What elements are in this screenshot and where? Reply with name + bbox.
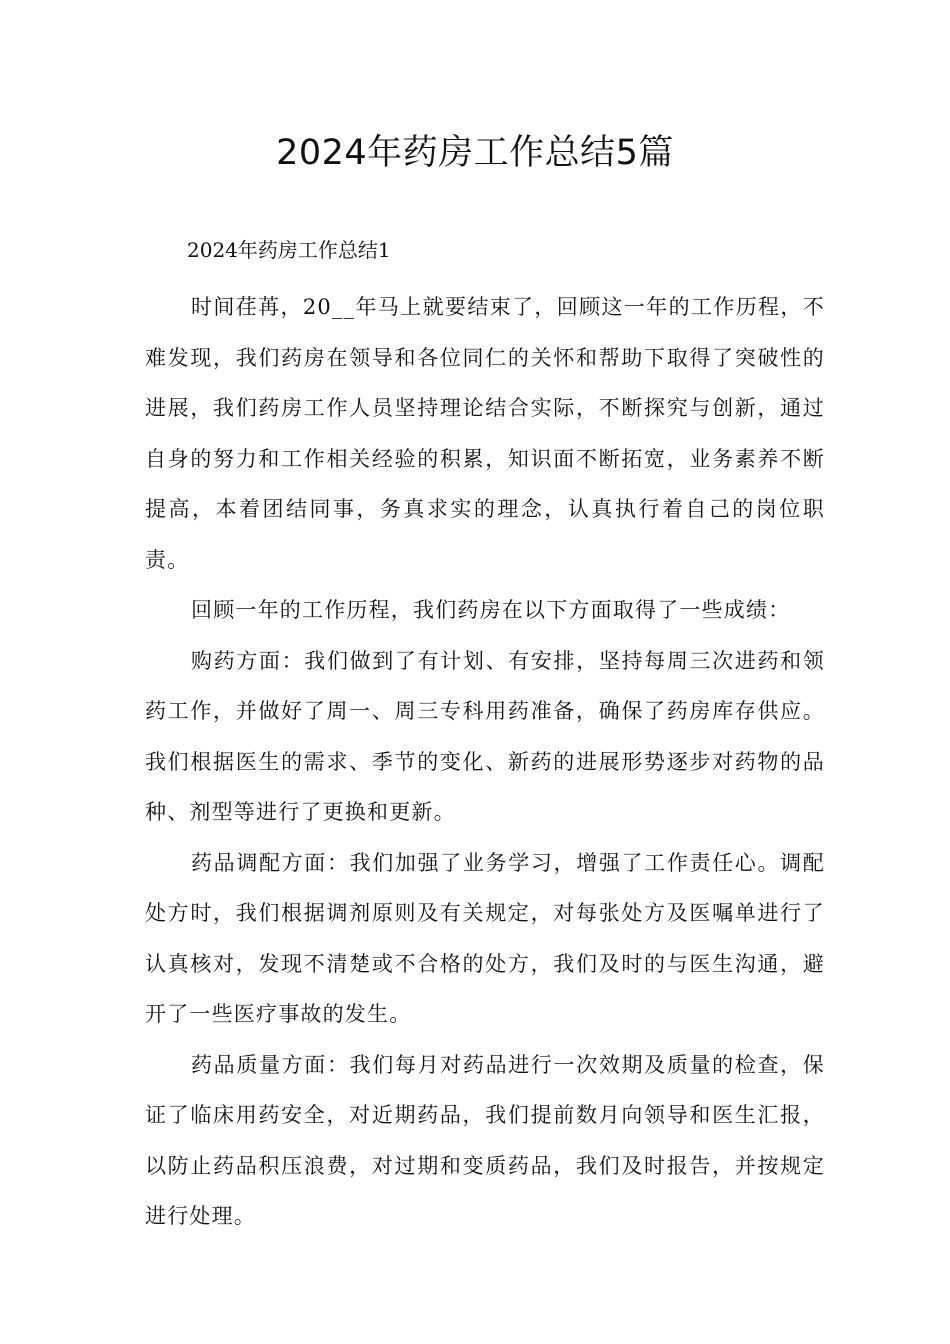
paragraph-dispensing: 药品调配方面：我们加强了业务学习，增强了工作责任心。调配处方时，我们根据调剂原则及有关规定，对每张处方及医嘱单进行了认真核对，发现不清楚或不合格的处方，我们及时的与医生沟通，避开了一些医疗事故的发生。	[145, 850, 825, 1026]
paragraph-review: 回顾一年的工作历程，我们药房在以下方面取得了一些成绩：	[191, 598, 791, 622]
section-heading: 2024年药房工作总结1	[187, 238, 391, 262]
paragraph-intro: 时间荏苒，20__年马上就要结束了，回顾这一年的工作历程，不难发现，我们药房在领导和各位同仁的关怀和帮助下取得了突破性的进展，我们药房工作人员坚持理论结合实际，不断探究与创新，通过自身的努力和工作相关经验的积累，知识面不断拓宽，业务素养不断提高，本着团结同事，务真求实的理念，认真执行着自己的岗位职责。	[145, 295, 825, 572]
document-title: 2024年药房工作总结5篇	[276, 133, 674, 173]
paragraph-purchasing: 购药方面：我们做到了有计划、有安排，坚持每周三次进药和领药工作，并做好了周一、周三专科用药准备，确保了药房库存供应。我们根据医生的需求、季节的变化、新药的进展形势逐步对药物的品种、剂型等进行了更换和更新。	[145, 648, 825, 824]
document-body	[145, 232, 825, 1242]
paragraph-quality: 药品质量方面：我们每月对药品进行一次效期及质量的检查，保证了临床用药安全，对近期药品，我们提前数月向领导和医生汇报，以防止药品积压浪费，对过期和变质药品，我们及时报告，并按规定进行处理。	[145, 1052, 825, 1228]
